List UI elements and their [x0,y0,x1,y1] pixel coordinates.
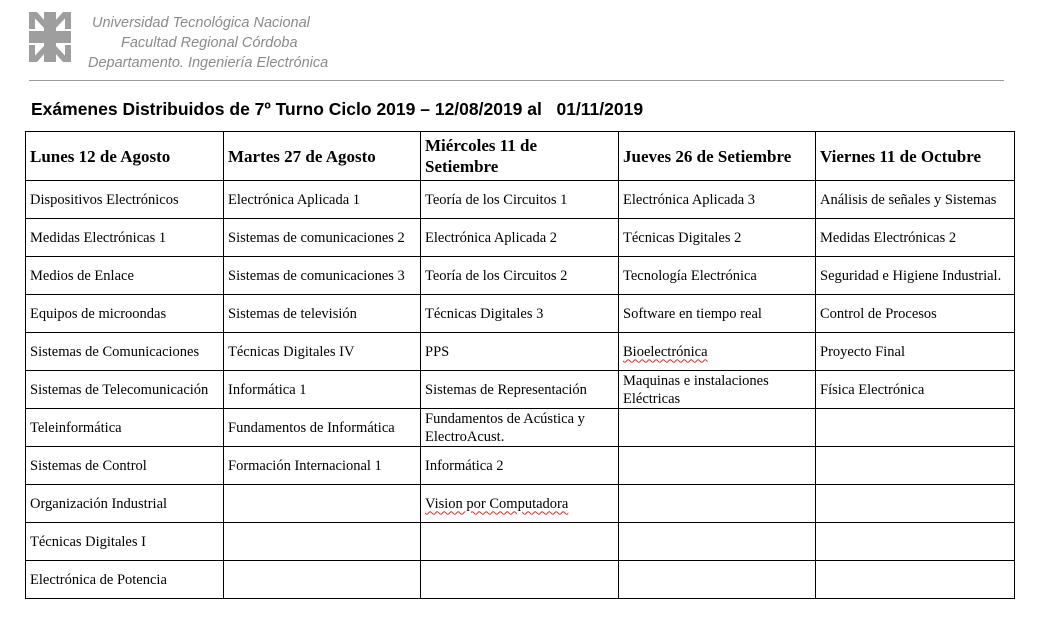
table-cell: Seguridad e Higiene Industrial. [816,257,1015,295]
table-cell: Control de Procesos [816,295,1015,333]
table-cell: Medidas Electrónicas 2 [816,219,1015,257]
table-cell [619,333,816,371]
header-wednesday: Miércoles 11 de Setiembre [421,132,619,181]
table-cell: Software en tiempo real [619,295,816,333]
table-cell: Sistemas de Representación [421,371,619,409]
table-cell: Sistemas de televisión [224,295,421,333]
header-thursday: Jueves 26 de Setiembre [619,132,816,181]
table-cell: PPS [421,333,619,371]
table-cell: Electrónica Aplicada 3 [619,181,816,219]
table-cell [816,485,1015,523]
header-monday: Lunes 12 de Agosto [26,132,224,181]
table-cell: Equipos de microondas [26,295,224,333]
table-cell: Teoría de los Circuitos 1 [421,181,619,219]
table-cell [619,523,816,561]
header-friday: Viernes 11 de Octubre [816,132,1015,181]
table-row [26,485,1015,523]
table-cell: Dispositivos Electrónicos [26,181,224,219]
table-cell: Fundamentos de Acústica y ElectroAcust. [421,409,619,447]
table-cell: Sistemas de Control [26,447,224,485]
table-cell: Teleinformática [26,409,224,447]
table-cell [619,485,816,523]
table-cell: Fundamentos de Informática [224,409,421,447]
table-header-row [26,132,1015,181]
table-cell: Física Electrónica [816,371,1015,409]
table-cell: Informática 1 [224,371,421,409]
table-cell: Medios de Enlace [26,257,224,295]
table-cell: Electrónica Aplicada 1 [224,181,421,219]
table-row [26,561,1015,599]
table-cell: Sistemas de Comunicaciones [26,333,224,371]
table-cell: Sistemas de Telecomunicación [26,371,224,409]
table-cell: Teoría de los Circuitos 2 [421,257,619,295]
table-cell: Tecnología Electrónica [619,257,816,295]
table-cell: Técnicas Digitales IV [224,333,421,371]
institution-name [0,13,328,73]
table-cell: Sistemas de comunicaciones 2 [224,219,421,257]
table-cell [619,447,816,485]
table-cell: Análisis de señales y Sistemas [816,181,1015,219]
table-row [26,523,1015,561]
table-cell: Organización Industrial [26,485,224,523]
faculty-name: Facultad Regional Córdoba [121,35,298,51]
table-cell: Técnicas Digitales 2 [619,219,816,257]
table-cell: Técnicas Digitales 3 [421,295,619,333]
document-title: Exámenes Distribuidos de 7º Turno Ciclo 2019 – 12/08/2019 al 01/11/2019 [31,99,644,119]
table-cell [224,561,421,599]
table-cell: Técnicas Digitales I [26,523,224,561]
table-cell: Sistemas de comunicaciones 3 [224,257,421,295]
table-cell [816,561,1015,599]
table-cell: Proyecto Final [816,333,1015,371]
table-row [26,181,1015,219]
table-row [26,409,1015,447]
table-row [26,257,1015,295]
department-name: Departamento. Ingeniería Electrónica [88,55,329,71]
table-row [26,295,1015,333]
table-row [26,219,1015,257]
table-cell [816,447,1015,485]
table-cell [421,561,619,599]
table-cell: Formación Internacional 1 [224,447,421,485]
table-cell [816,523,1015,561]
table-cell [816,409,1015,447]
table-cell [619,561,816,599]
header-divider [29,80,1004,81]
table-cell [619,409,816,447]
table-cell [421,485,619,523]
exam-schedule-table [25,131,1015,599]
table-row [26,371,1015,409]
spellcheck-flagged-text: Vision por Computadora [425,495,569,512]
university-name: Universidad Tecnológica Nacional [92,15,310,31]
table-cell [224,485,421,523]
table-row [26,447,1015,485]
table-cell [224,523,421,561]
table-cell: Electrónica de Potencia [26,561,224,599]
table-cell: Electrónica Aplicada 2 [421,219,619,257]
table-cell: Medidas Electrónicas 1 [26,219,224,257]
table-cell [421,523,619,561]
spellcheck-flagged-text: Bioelectrónica [623,343,708,360]
table-row [26,333,1015,371]
table-cell: Informática 2 [421,447,619,485]
table-cell: Maquinas e instalaciones Eléctricas [619,371,816,409]
header-tuesday: Martes 27 de Agosto [224,132,421,181]
